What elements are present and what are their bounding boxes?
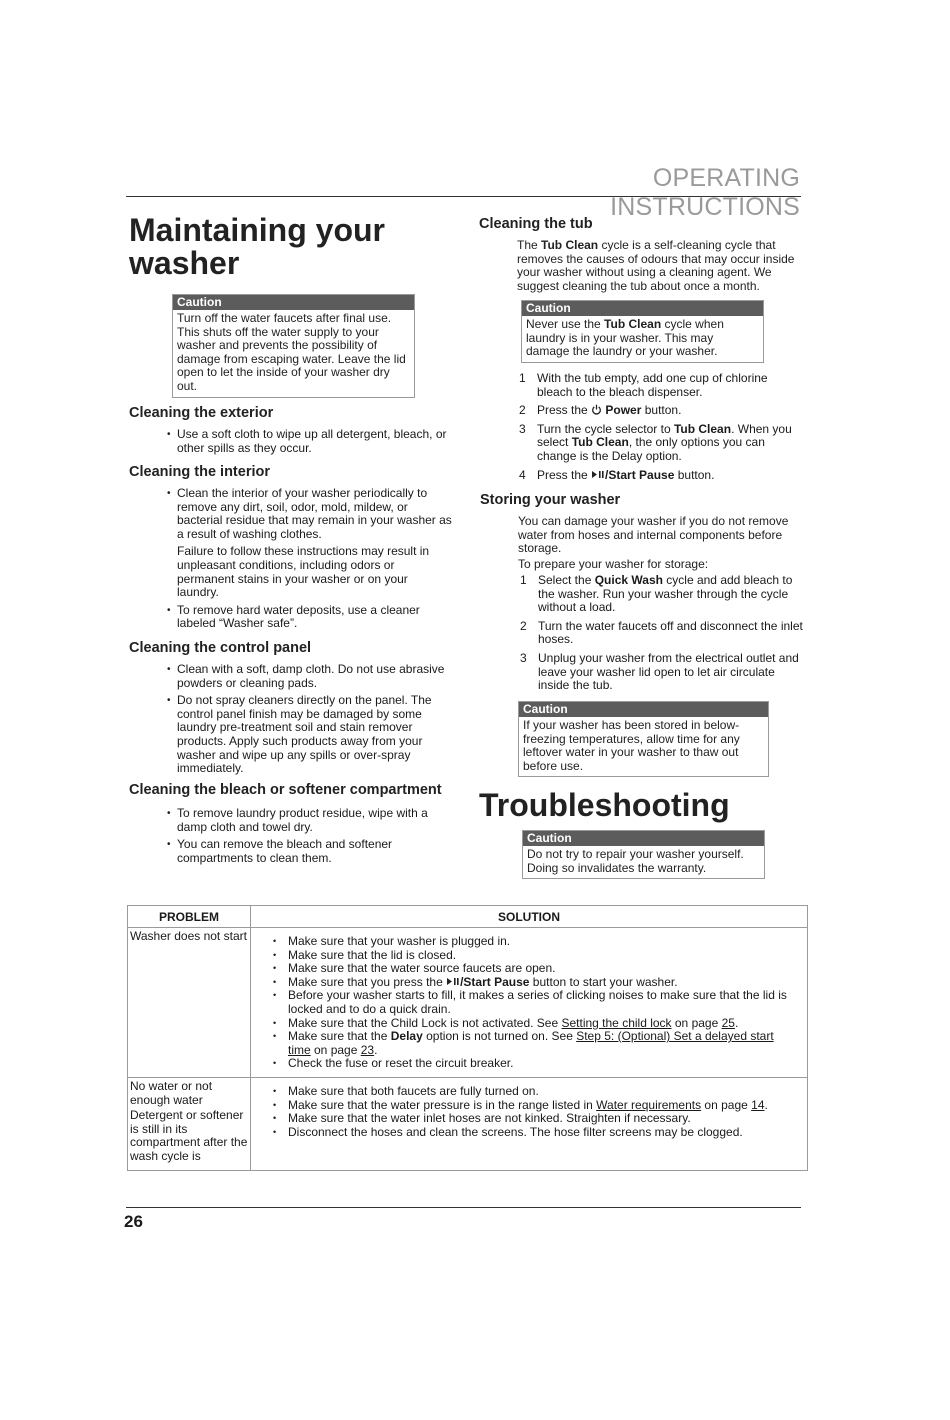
step-number: 2 <box>520 618 527 633</box>
step-item <box>519 404 804 418</box>
caution-text-pre: Never use the <box>526 317 605 331</box>
compartment-list <box>167 807 457 869</box>
list-item: • Make sure that your washer is plugged in. <box>273 935 799 949</box>
list-item: • Do not spray cleaners directly on the panel. The control panel finish may be damaged by some laundry pre-treatment soil and stain remover products. Apply such products away from your washer and wipe up any spills or over-spray immediately. <box>167 694 457 776</box>
link-delayed-start[interactable]: Step 5: (Optional) Set a delayed start time <box>288 1029 774 1057</box>
link-page-14[interactable]: 14 <box>751 1097 765 1112</box>
heading-cleaning-tub: Cleaning the tub <box>479 216 593 232</box>
step-item <box>520 652 805 693</box>
list-item-text-mid: on page <box>701 1097 752 1112</box>
play-pause-icon <box>591 469 605 483</box>
list-item-text-post: . <box>374 1042 378 1057</box>
quick-wash-term: Quick Wash <box>594 573 663 587</box>
storing-paragraph: You can damage your washer if you do not remove water from hoses and internal components before storage. <box>518 514 789 556</box>
step-item <box>520 620 805 647</box>
list-item-text: Make sure that the <box>288 1029 391 1044</box>
step-number: 1 <box>520 573 527 587</box>
footer-divider <box>126 1207 801 1208</box>
power-icon <box>591 404 602 418</box>
list-item <box>273 1099 799 1113</box>
delay-term: Delay <box>390 1029 423 1044</box>
step-item <box>519 469 804 483</box>
page-number: 26 <box>124 1212 143 1231</box>
troubleshooting-table <box>127 905 808 1171</box>
step-text-post: button. <box>641 403 682 418</box>
tub-clean-term: Tub Clean <box>571 435 629 450</box>
tub-intro <box>517 239 807 293</box>
step-number: 3 <box>520 650 527 665</box>
caution-label: Caution <box>519 702 768 717</box>
caution-label: Caution <box>523 831 764 846</box>
header-divider <box>126 196 801 197</box>
list-item-text-post: . <box>764 1097 768 1112</box>
step-text-post: button. <box>674 467 715 482</box>
caution-text: Do not try to repair your washer yourself. Doing so invalidates the warranty. <box>527 847 744 875</box>
caution-text: Turn off the water faucets after final use. This shuts off the water supply to your washer and prevents the possibility of damage from escaping water. Leave the lid open to let the inside of your washer dry out. <box>177 311 406 393</box>
step-text: Press the <box>537 403 592 418</box>
heading-storing-washer: Storing your washer <box>480 492 621 508</box>
caution-text-post: cycle when laundry is in your washer. This may damage the laundry or your washer. <box>526 317 724 359</box>
caution-text <box>522 316 763 362</box>
list-item-text-mid: on page <box>310 1042 361 1057</box>
list-item <box>273 976 799 990</box>
table-header-row <box>128 906 808 928</box>
list-item-text-post: button to start your washer. <box>529 974 678 989</box>
link-water-requirements[interactable]: Water requirements <box>596 1097 702 1112</box>
list-item <box>273 1030 799 1057</box>
step-text: Unplug your washer from the electrical outlet and leave your washer lid open to let air circulate inside the tub. <box>538 650 799 693</box>
tub-intro-text: The <box>517 238 542 252</box>
list-item: • Disconnect the hoses and clean the screens. The hose filter screens may be clogged. <box>273 1126 799 1140</box>
step-item <box>519 372 804 399</box>
problem-text: Detergent or softener is still in its compartment after the wash cycle is <box>130 1108 248 1163</box>
list-item-text: Make sure that the water pressure is in the range listed in <box>288 1097 597 1112</box>
tub-intro-text-rest: cycle is a self-cleaning cycle that removes the causes of odours that may occur inside your washer without using a cleaning agent. We suggest cleaning the tub about once a month. <box>517 238 795 293</box>
heading-cleaning-compartment: Cleaning the bleach or softener compartment <box>129 782 442 798</box>
tub-clean-term: Tub Clean <box>541 238 599 252</box>
page-title: Maintaining your washer <box>129 212 385 281</box>
step-number: 4 <box>519 467 526 482</box>
step-text-post: cycle and add bleach to the washer. Run your washer through the cycle without a load. <box>538 573 793 615</box>
power-term: Power <box>605 403 642 418</box>
column-header-problem: PROBLEM <box>128 906 251 928</box>
start-pause-term: /Start Pause <box>460 974 530 989</box>
list-item: • To remove laundry product residue, wipe with a damp cloth and towel dry. <box>167 807 457 834</box>
list-item: • Make sure that the lid is closed. <box>273 949 799 963</box>
list-item-text-post: . <box>734 1015 739 1030</box>
list-item: • Make sure that the water source faucets are open. <box>273 962 799 976</box>
step-text-post: , the only options you can change is the Delay option. <box>537 435 765 463</box>
list-item <box>167 487 452 600</box>
storing-prep-line: To prepare your washer for storage: <box>518 557 709 571</box>
solution-cell <box>251 1077 808 1170</box>
step-text: With the tub empty, add one cup of chlorine bleach to the bleach dispenser. <box>537 371 768 399</box>
caution-label: Caution <box>522 301 763 316</box>
list-item: • To remove hard water deposits, use a cleaner labeled “Washer safe”. <box>167 604 452 631</box>
column-header-solution: SOLUTION <box>251 906 808 928</box>
exterior-list <box>167 428 452 459</box>
heading-cleaning-exterior: Cleaning the exterior <box>129 405 274 421</box>
table-row <box>128 1077 808 1170</box>
problem-cell: Washer does not start <box>128 928 251 1078</box>
list-item: • Make sure that both faucets are fully turned on. <box>273 1085 799 1099</box>
troubleshooting-title: Troubleshooting <box>479 787 730 823</box>
step-text: Press the <box>537 467 592 482</box>
caution-box-water <box>172 294 415 398</box>
interior-list <box>167 487 452 635</box>
list-item-text: Clean the interior of your washer periodically to remove any dirt, soil, odor, mold, mildew, or bacterial residue that may remain in your washer as a result of washing clothes. <box>177 486 452 541</box>
control-panel-list <box>167 663 457 780</box>
step-text: Turn the water faucets off and disconnect the inlet hoses. <box>538 618 803 647</box>
list-item-continuation: Failure to follow these instructions may result in unpleasant conditions, including odors or permanent stains in your washer or on your laundry. <box>177 544 430 600</box>
link-page-23[interactable]: 23 <box>360 1042 375 1057</box>
tub-clean-term: Tub Clean <box>673 421 732 436</box>
list-item-text: Make sure that the Child Lock is not activated. See <box>288 1015 562 1030</box>
start-pause-term: /Start Pause <box>605 467 675 482</box>
list-item: • You can remove the bleach and softener compartments to clean them. <box>167 838 457 865</box>
heading-cleaning-control-panel: Cleaning the control panel <box>129 640 312 656</box>
problem-cell <box>128 1077 251 1170</box>
list-item: • Check the fuse or reset the circuit breaker. <box>273 1057 799 1071</box>
step-item <box>520 574 805 615</box>
tub-steps <box>519 372 804 487</box>
link-page-25[interactable]: 25 <box>721 1015 735 1030</box>
link-setting-child-lock[interactable]: Setting the child lock <box>561 1015 672 1030</box>
list-item-text-mid: on page <box>671 1015 722 1030</box>
step-text-mid: . When you select <box>537 421 792 450</box>
list-item: • Before your washer starts to fill, it makes a series of clicking noises to make sure that the lid is locked and to do a quick drain. <box>273 989 799 1016</box>
heading-cleaning-interior: Cleaning the interior <box>129 464 270 480</box>
list-item-text-mid: option is not turned on. See <box>422 1029 577 1044</box>
problem-text: No water or not enough water <box>130 1078 213 1107</box>
table-row <box>128 928 808 1078</box>
solution-cell <box>251 928 808 1078</box>
list-item <box>273 1017 799 1031</box>
step-text: Turn the cycle selector to <box>537 421 674 436</box>
step-number: 1 <box>519 371 526 385</box>
step-number: 2 <box>519 403 526 418</box>
step-number: 3 <box>519 421 526 436</box>
storing-steps <box>520 574 805 698</box>
section-header: OPERATING INSTRUCTIONS <box>610 164 800 221</box>
solution-list <box>273 1085 799 1139</box>
caution-box-repair <box>522 830 765 879</box>
play-pause-icon <box>446 976 460 990</box>
list-item: • Use a soft cloth to wipe up all detergent, bleach, or other spills as they occur. <box>167 428 452 455</box>
caution-text: If your washer has been stored in below-freezing temperatures, allow time for any leftover water in your washer to thaw out before use. <box>523 718 740 773</box>
tub-clean-term: Tub Clean <box>604 317 662 331</box>
list-item-text: Make sure that you press the <box>288 974 447 989</box>
caution-box-storage <box>518 701 769 777</box>
caution-label: Caution <box>173 295 414 310</box>
step-item <box>519 423 804 464</box>
step-text: Select the <box>538 573 595 587</box>
solution-list <box>273 935 799 1071</box>
list-item: • Make sure that the water inlet hoses are not kinked. Straighten if necessary. <box>273 1112 799 1126</box>
list-item: • Clean with a soft, damp cloth. Do not use abrasive powders or cleaning pads. <box>167 663 457 690</box>
caution-box-tub-clean <box>521 300 764 363</box>
